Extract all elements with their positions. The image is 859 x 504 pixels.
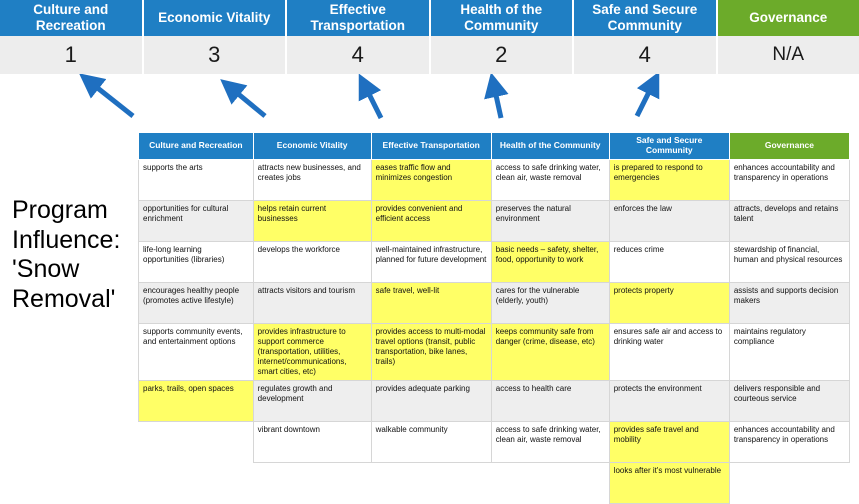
matrix-header-safe: Safe and Secure Community [609,133,729,160]
pillar-header-transportation: Effective Transportation [287,0,431,36]
influence-matrix [138,132,850,504]
table-row [139,201,850,242]
matrix-cell: provides safe travel and mobility [609,422,729,463]
pillar-header-economic: Economic Vitality [144,0,288,36]
matrix-cell: looks after it's most vulnerable [609,463,729,504]
matrix-cell: opportunities for cultural enrichment [139,201,254,242]
matrix-cell: walkable community [371,422,491,463]
matrix-header-economic: Economic Vitality [253,133,371,160]
score-culture: 1 [0,36,144,74]
matrix-cell: attracts, develops and retains talent [729,201,849,242]
pillar-header-governance: Governance [718,0,859,36]
matrix-cell [139,422,254,463]
score-economic: 3 [144,36,288,74]
matrix-header-transportation: Effective Transportation [371,133,491,160]
score-health: 2 [431,36,575,74]
matrix-cell [491,463,609,504]
program-influence-caption [12,196,132,314]
table-row [139,381,850,422]
caption-line-4: Removal' [12,285,132,315]
table-row [139,160,850,201]
matrix-cell: basic needs – safety, shelter, food, opportunity to work [491,242,609,283]
arrow-transportation [365,86,381,118]
matrix-cell: safe travel, well-lit [371,283,491,324]
pillar-header-culture: Culture and Recreation [0,0,144,36]
pillar-header-safe: Safe and Secure Community [574,0,718,36]
matrix-cell: protects the environment [609,381,729,422]
matrix-body [139,160,850,504]
matrix-cell: eases traffic flow and minimizes congestion [371,160,491,201]
matrix-cell: provides adequate parking [371,381,491,422]
matrix-cell: access to safe drinking water, clean air, waste removal [491,160,609,201]
pillar-score-band [0,36,859,74]
table-row [139,422,850,463]
matrix-cell: assists and supports decision makers [729,283,849,324]
matrix-header-governance: Governance [729,133,849,160]
matrix-cell: develops the workforce [253,242,371,283]
matrix-cell: attracts new businesses, and creates jobs [253,160,371,201]
matrix-cell [371,463,491,504]
matrix-cell: life-long learning opportunities (libraries) [139,242,254,283]
table-row [139,324,850,381]
matrix-header-row [139,133,850,160]
table-row [139,242,850,283]
matrix-header-health: Health of the Community [491,133,609,160]
matrix-cell: keeps community safe from danger (crime, disease, etc) [491,324,609,381]
matrix-cell: provides access to multi-modal travel options (transit, public transportation, bike lanes, trails) [371,324,491,381]
table-row [139,283,850,324]
matrix-cell: provides infrastructure to support commerce (transportation, utilities, internet/communications, smart cities, etc) [253,324,371,381]
matrix-cell [729,463,849,504]
matrix-cell: helps retain current businesses [253,201,371,242]
matrix-cell: attracts visitors and tourism [253,283,371,324]
pillar-header-band [0,0,859,36]
matrix-cell: encourages healthy people (promotes active lifestyle) [139,283,254,324]
score-transportation: 4 [287,36,431,74]
caption-line-2: Influence: [12,226,132,256]
matrix-cell: delivers responsible and courteous service [729,381,849,422]
matrix-cell: is prepared to respond to emergencies [609,160,729,201]
matrix-cell: maintains regulatory compliance [729,324,849,381]
matrix-cell: enforces the law [609,201,729,242]
caption-line-1: Program [12,196,132,226]
matrix-header-culture: Culture and Recreation [139,133,254,160]
matrix-cell [253,463,371,504]
matrix-cell: vibrant downtown [253,422,371,463]
matrix-cell: access to safe drinking water, clean air, waste removal [491,422,609,463]
caption-line-3: 'Snow [12,255,132,285]
matrix-cell: well-maintained infrastructure, planned for future development [371,242,491,283]
matrix-cell: protects property [609,283,729,324]
matrix-cell: access to health care [491,381,609,422]
matrix-cell: supports the arts [139,160,254,201]
matrix-cell: enhances accountability and transparency in operations [729,422,849,463]
matrix-cell: supports community events, and entertainment options [139,324,254,381]
matrix-cell: reduces crime [609,242,729,283]
score-governance: N/A [718,36,859,74]
arrow-safe [637,84,653,116]
matrix-cell: cares for the vulnerable (elderly, youth) [491,283,609,324]
matrix-cell [139,463,254,504]
score-safe: 4 [574,36,718,74]
matrix-cell: parks, trails, open spaces [139,381,254,422]
matrix-cell: enhances accountability and transparency in operations [729,160,849,201]
matrix-cell: preserves the natural environment [491,201,609,242]
table-row [139,463,850,504]
arrow-group [0,74,859,132]
arrow-economic [231,88,265,116]
pillar-header-health: Health of the Community [431,0,575,36]
matrix-cell: ensures safe air and access to drinking water [609,324,729,381]
arrow-culture [90,82,133,116]
matrix-cell: provides convenient and efficient access [371,201,491,242]
matrix-cell: stewardship of financial, human and physical resources [729,242,849,283]
matrix-cell: regulates growth and development [253,381,371,422]
arrow-health [494,86,501,118]
